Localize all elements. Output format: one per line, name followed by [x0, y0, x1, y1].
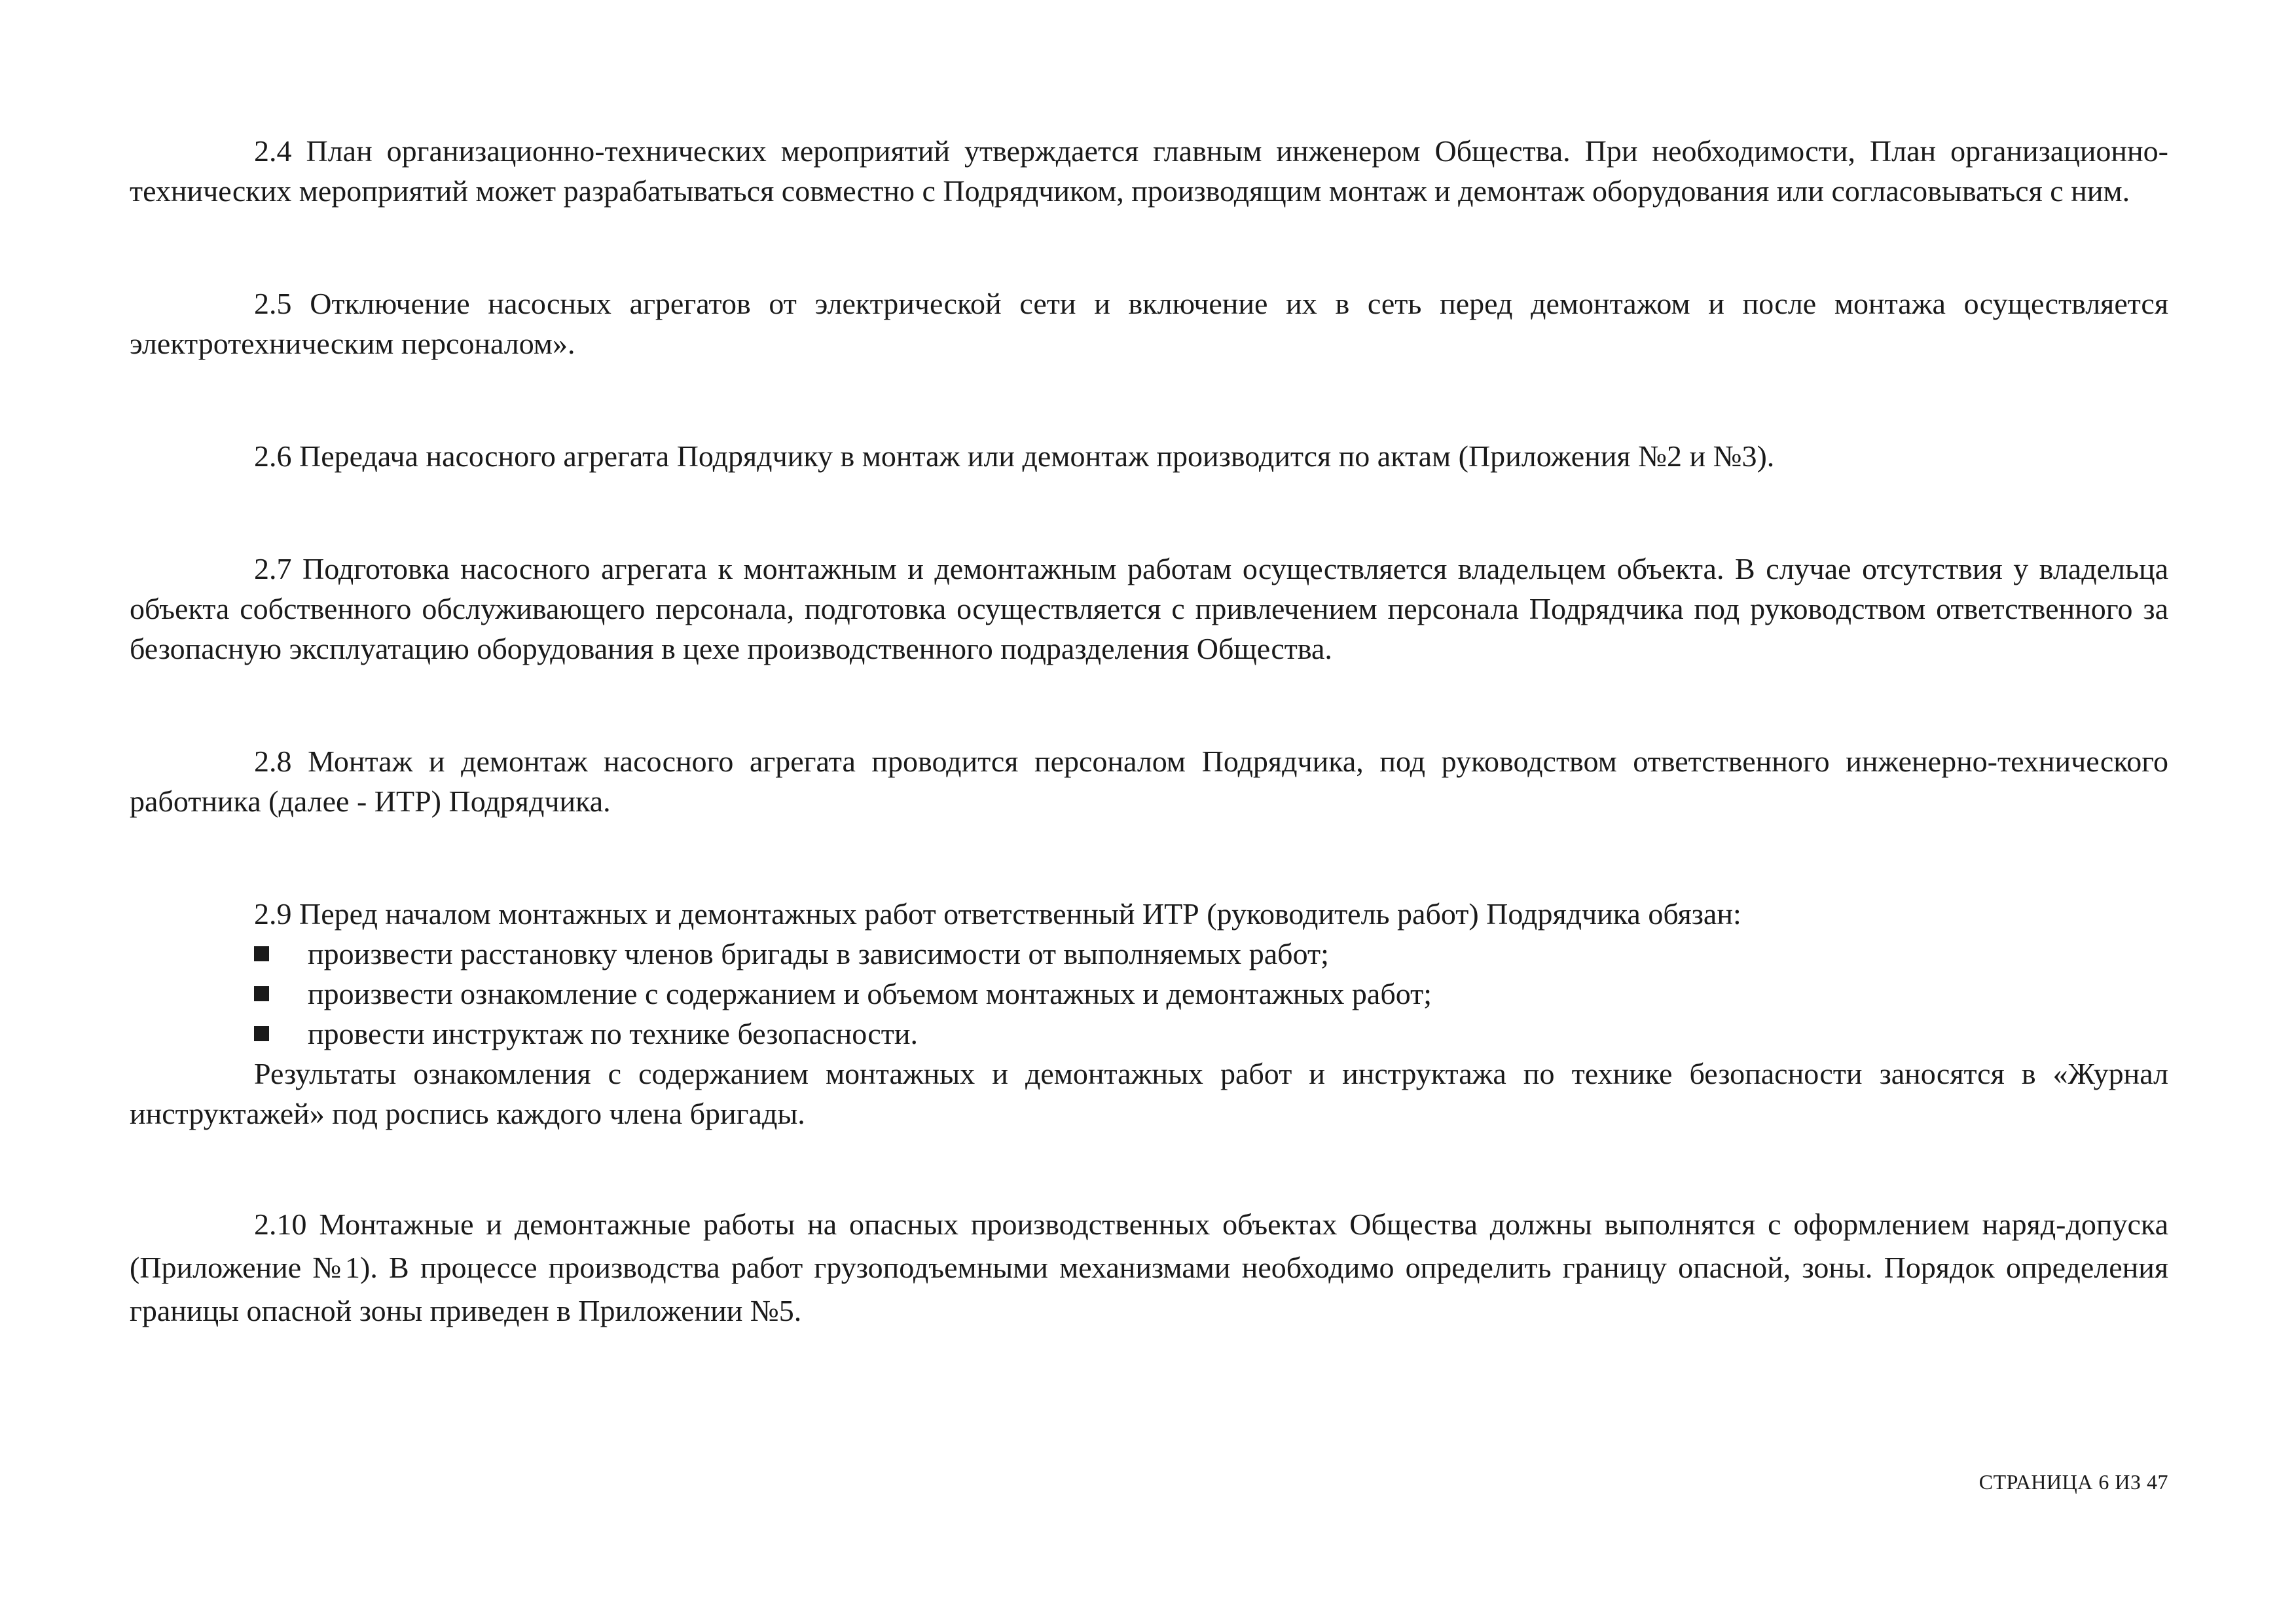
list-item-text: произвести ознакомление с содержанием и объемом монтажных и демонтажных работ;: [308, 977, 1432, 1010]
list-item-text: произвести расстановку членов бригады в зависимости от выполняемых работ;: [308, 937, 1329, 970]
paragraph-2-10: 2.10 Монтажные и демонтажные работы на опасных производственных объектах Общества должны выполнятся с оформлением наряд-допуска (Приложение №1). В процессе производства работ грузоподъемными механизмами необходимо определить границу опасной, зоны. Порядок определения границы опасной зоны приведен в Приложении №5.: [130, 1208, 2168, 1327]
paragraph-2-7: 2.7 Подготовка насосного агрегата к монтажным и демонтажным работам осуществляется владельцем объекта. В случае отсутствия у владельца объекта собственного обслуживающего персонала, подготовка осуществляется с привлечением персонала Подрядчика под руководством ответственного за безопасную эксплуатацию оборудования в цехе производственного подразделения Общества.: [130, 552, 2168, 665]
page-number: СТРАНИЦА 6 ИЗ 47: [1978, 1470, 2168, 1494]
paragraph-2-9-results: Результаты ознакомления с содержанием монтажных и демонтажных работ и инструктажа по технике безопасности заносятся в «Журнал инструктажей» под роспись каждого члена бригады.: [130, 1057, 2168, 1130]
list-item: [130, 934, 2168, 974]
square-bullet-icon: [254, 1026, 269, 1041]
paragraph-2-6: 2.6 Передача насосного агрегата Подрядчику в монтаж или демонтаж производится по актам (Приложения №2 и №3).: [254, 439, 1775, 473]
paragraph-2-4: 2.4 План организационно-технических мероприятий утверждается главным инженером Общества. При необходимости, План организационно-технических мероприятий может разрабатываться совместно с Подрядчиком, производящим монтаж и демонтаж оборудования или согласовываться с ним.: [130, 134, 2168, 208]
square-bullet-icon: [254, 986, 269, 1001]
paragraph-2-9-intro: 2.9 Перед началом монтажных и демонтажных работ ответственный ИТР (руководитель работ) Подрядчика обязан:: [254, 897, 1741, 931]
list-item: [130, 974, 2168, 1014]
list-item-text: провести инструктаж по технике безопасности.: [308, 1017, 918, 1050]
bullet-list-2-9: [130, 934, 2168, 1054]
paragraph-2-8: 2.8 Монтаж и демонтаж насосного агрегата проводится персоналом Подрядчика, под руководством ответственного инженерно-технического работника (далее - ИТР) Подрядчика.: [130, 745, 2168, 818]
paragraph-2-5: 2.5 Отключение насосных агрегатов от электрической сети и включение их в сеть перед демонтажом и после монтажа осуществляется электротехническим персоналом».: [130, 287, 2168, 360]
list-item: [130, 1014, 2168, 1054]
document-body: [130, 131, 2168, 1333]
square-bullet-icon: [254, 946, 269, 961]
